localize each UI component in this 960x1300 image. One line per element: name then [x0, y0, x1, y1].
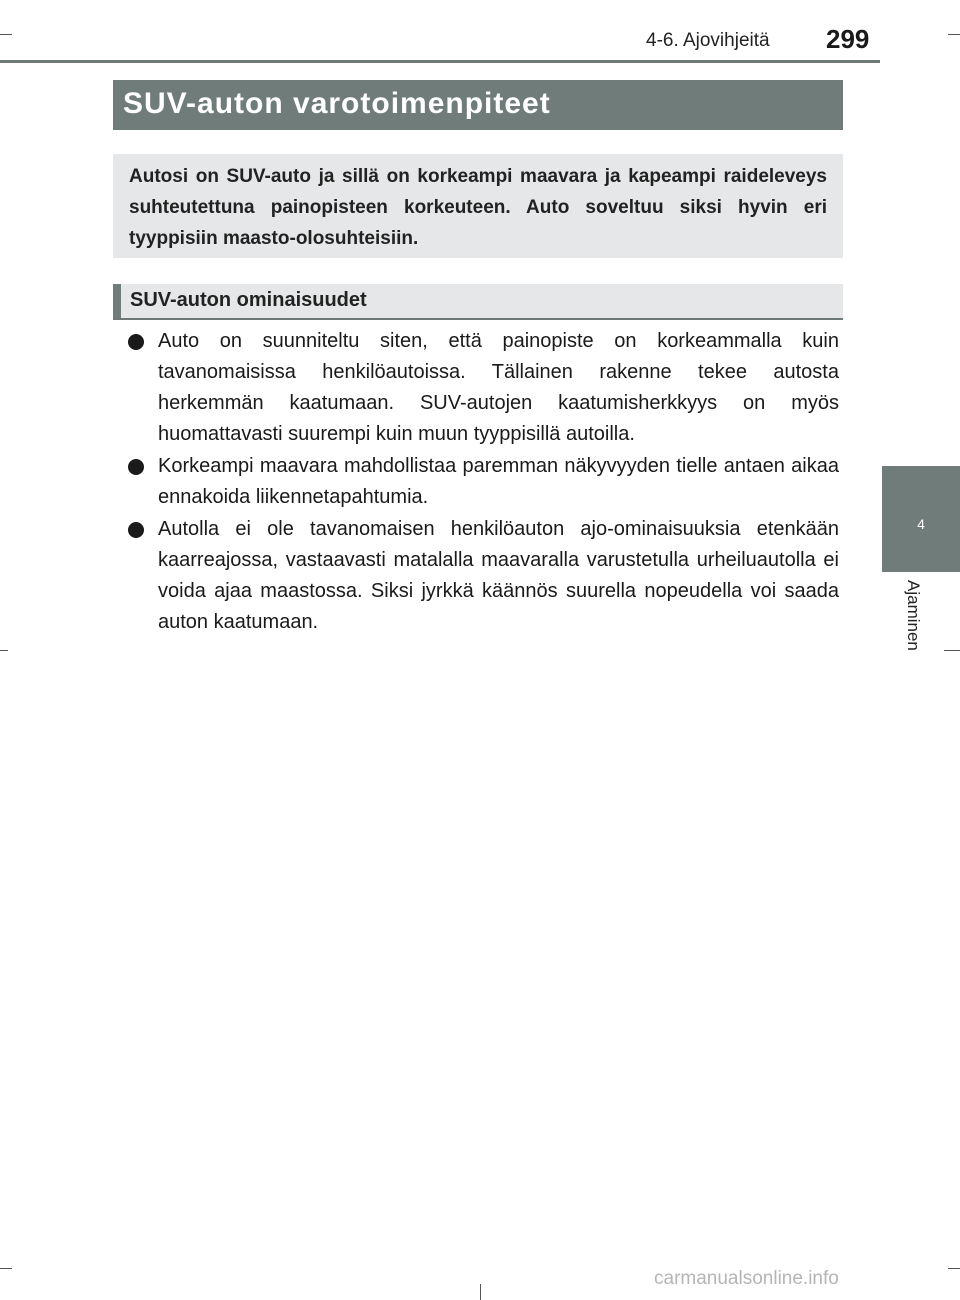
- crop-mark: [948, 34, 960, 35]
- section-label: 4-6. Ajovihjeitä: [646, 30, 770, 51]
- title-bar: [113, 80, 843, 130]
- subheading-accent: [113, 284, 121, 318]
- bullet-text: Korkeampi maavara mahdollistaa paremman näkyvyyden tielle antaen aikaa ennakoida liikennetapahtumia.: [158, 455, 839, 508]
- chapter-tab: [882, 466, 960, 572]
- bullet-text: Autolla ei ole tavanomaisen henkilöauton ajo-ominaisuuksia etenkään kaarreajossa, vastaavasti matalalla maavaralla varustetulla urheiluautolla ei voida ajaa maastossa. Siksi jyrkkä käännös suurella nopeudella voi saada auton kaatumaan.: [158, 518, 839, 633]
- watermark: carmanualsonline.info: [654, 1268, 839, 1289]
- crop-mark: [480, 1284, 481, 1300]
- crop-mark: [0, 650, 8, 651]
- crop-mark: [944, 650, 960, 651]
- subheading-bar: [113, 284, 843, 320]
- page-number: 299: [826, 24, 870, 54]
- crop-mark: [0, 34, 12, 35]
- intro-box: [113, 154, 843, 258]
- crop-mark: [0, 1268, 12, 1269]
- bullet-icon: [128, 522, 144, 538]
- subheading-title: SUV-auton ominaisuudet: [130, 289, 367, 311]
- bullet-icon: [128, 459, 144, 475]
- list-item: [127, 451, 839, 513]
- intro-text: Autosi on SUV-auto ja sillä on korkeampi maavara ja kapeampi raideleveys suhteutettuna painopisteen korkeuteen. Auto soveltuu siksi hyvin eri tyyppisiin maasto-olosuhteisiin.: [129, 166, 827, 249]
- header-rule: [0, 60, 880, 63]
- chapter-name: Ajaminen: [904, 580, 923, 651]
- crop-mark: [948, 1268, 960, 1269]
- bullet-text: Auto on suunniteltu siten, että painopiste on korkeammalla kuin tavanomaisissa henkilöautoissa. Tällainen rakenne tekee autosta herkemmän kaatumaan. SUV-autojen kaatumisherkkyys on myös huomattavasti suurempi kuin muun tyyppisillä autoilla.: [158, 330, 839, 445]
- list-item: [127, 326, 839, 450]
- chapter-number: 4: [917, 516, 925, 532]
- bullet-list: [127, 326, 839, 639]
- page-title: SUV-auton varotoimenpiteet: [123, 87, 551, 120]
- bullet-icon: [128, 334, 144, 350]
- list-item: [127, 514, 839, 638]
